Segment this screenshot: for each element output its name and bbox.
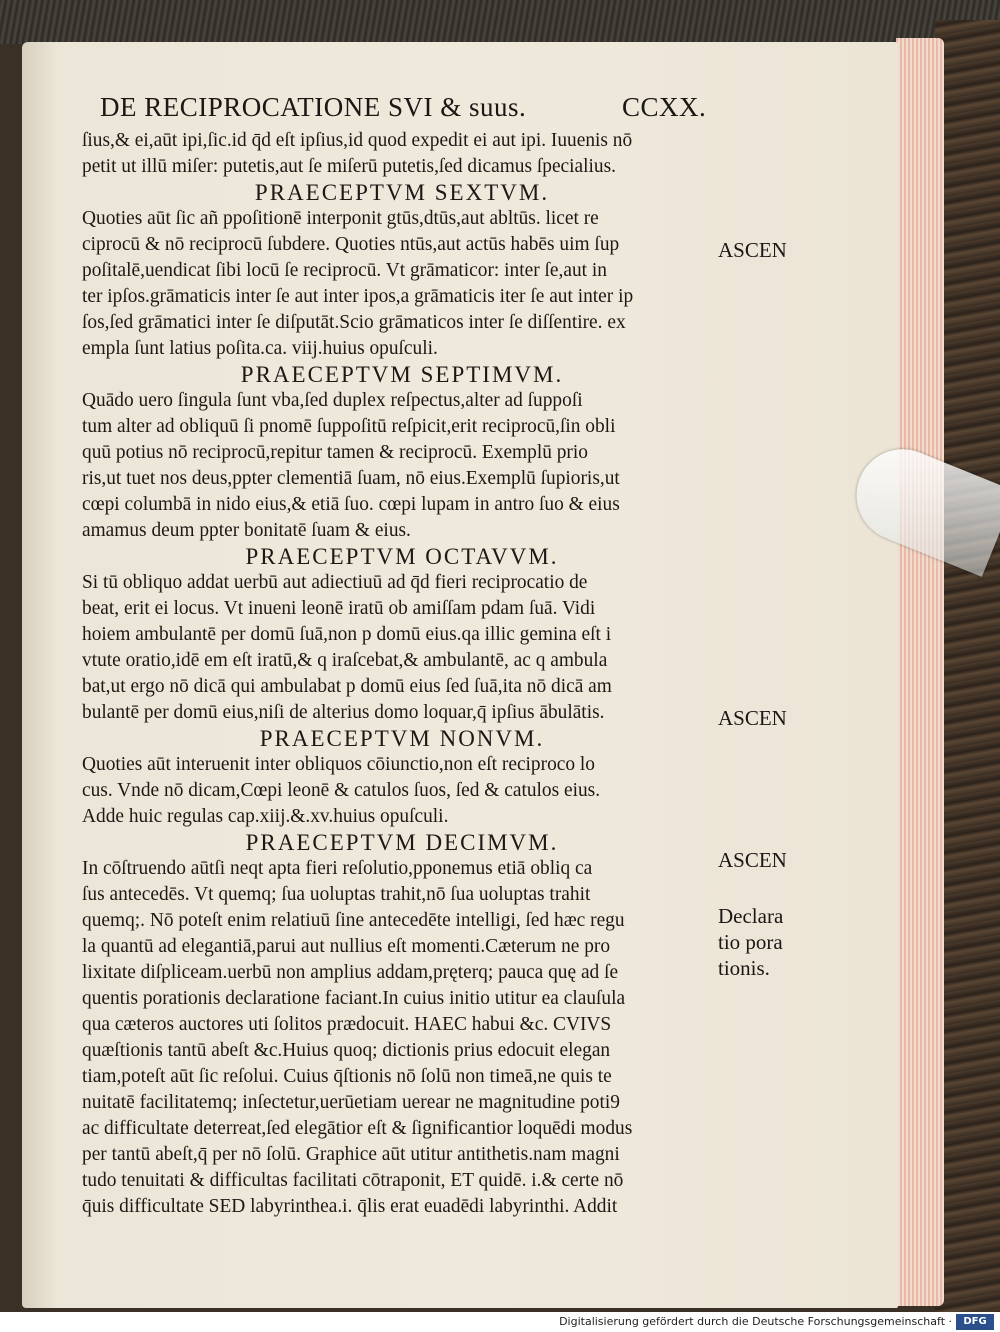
text-line: qua cæteros auctores uti ſolitos prædocuit. HAEC habui &c. CVIVS xyxy=(82,1014,612,1035)
text-line: tudo tenuitati & difficultas facilitati cōtraponit, ET quidē. i.& certe nō xyxy=(82,1170,624,1191)
body-text xyxy=(82,128,722,1220)
text-line: ſius,& ei,aūt ipi,ſic.id q̄d eſt ipſius,id quod expedit ei aut ipi. Iuuenis nō xyxy=(82,130,633,151)
text-line: beat, erit ei locus. Vt inueni leonē iratū ob amiſſam pdam ſuā. Vidi xyxy=(82,598,596,619)
book-cover-edge xyxy=(935,20,1000,1312)
text-line: ris,ut tuet nos deus,ppter clementiā ſuam, nō eius.Exemplū ſupioris,ut xyxy=(82,468,620,489)
margin-note: ASCEN xyxy=(718,238,787,262)
margin-note: tio pora xyxy=(718,930,783,954)
text-line: ciprocū & nō reciprocū ſubdere. Quoties ntūs,aut actūs habēs uim ſup xyxy=(82,234,620,255)
margin-note: tionis. xyxy=(718,956,770,980)
text-line: Quādo uero ſingula ſunt vba,ſed duplex reſpectus,alter ad ſuppoſi xyxy=(82,390,583,411)
text-line: ac difficultate deterreat,ſed elegātior eſt & ſignificantior loquēdi modus xyxy=(82,1118,633,1139)
text-line: per tantū abeſt,q̄ per nō ſolū. Graphice aūt utitur antithetis.nam magni xyxy=(82,1144,620,1165)
text-line: Quoties aūt ſic añ ppoſitionē interponit gtūs,dtūs,aut abltūs. licet re xyxy=(82,208,599,229)
section-heading: PRAECEPTVM SEPTIMVM. xyxy=(240,362,564,387)
footer-bar xyxy=(0,1312,1000,1332)
text-line: Adde huic regulas cap.xiij.&.xv.huius opuſculi. xyxy=(82,806,449,827)
running-head: DE RECIPROCATIONE SVI & suus. xyxy=(100,92,527,122)
text-line: ſus antecedēs. Vt quemq; ſua uoluptas trahit,nō ſua uoluptas trahit xyxy=(82,884,591,905)
dfg-logo: DFG xyxy=(956,1314,994,1330)
margin-note: ASCEN xyxy=(718,848,787,872)
text-line: lixitate diſpliceam.uerbū non amplius addam,pręterq; pauca quę ad ſe xyxy=(82,962,619,983)
text-line: cœpi columbā in nido eius,& etiā ſuo. cœpi lupam in antro ſuo & eius xyxy=(82,494,620,515)
folio-number: CCXX. xyxy=(622,92,707,122)
text-line: In cōſtruendo aūtſi neqt apta fieri reſolutio,pponemus etiā obliq ca xyxy=(82,858,593,879)
binding-top-edge xyxy=(0,0,1000,44)
text-line: poſitalē,uendicat ſibi locū ſe reciprocū. Vt grāmaticor: inter ſe,aut in xyxy=(82,260,607,281)
text-line: quemq;. Nō poteſt enim relatiuū ſine antecedēte intelligi, ſed hæc regu xyxy=(82,910,625,931)
text-line: la quantū ad elegantiā,parui aut nullius eſt momenti.Cæterum ne pro xyxy=(82,936,611,957)
page-edges xyxy=(896,38,944,1306)
text-line: quū potius nō reciprocū,repitur tamen & reciprocū. Exemplū prio xyxy=(82,442,588,463)
text-line: q̄uis difficultate SED labyrinthea.i. q̄lis erat euadēdi labyrinthi. Addit xyxy=(82,1196,618,1217)
footer-credit: Digitalisierung gefördert durch die Deutsche Forschungsgemeinschaft · xyxy=(559,1315,952,1328)
text-line: ter ipſos.grāmaticis inter ſe aut inter ipos,a grāmaticis iter ſe aut inter ip xyxy=(82,286,634,307)
text-line: hoiem ambulantē per domū ſuā,non p domū eius.qa illic gemina eſt i xyxy=(82,624,612,645)
text-line: tum alter ad obliquū ſi pnomē ſuppoſitū reſpicit,erit reciprocū,ſin obli xyxy=(82,416,616,437)
text-line: Quoties aūt interuenit inter obliquos cōiunctio,non eſt reciproco lo xyxy=(82,754,595,775)
section-heading: PRAECEPTVM NONVM. xyxy=(259,726,545,751)
text-line: bat,ut ergo nō dicā qui ambulabat p domū eius ſed ſuā,ita nō dicā am xyxy=(82,676,612,697)
section-heading: PRAECEPTVM OCTAVVM. xyxy=(245,544,559,569)
text-line: amamus deum ppter bonitatē ſuam & eius. xyxy=(82,520,411,541)
text-line: quentis porationis declaratione faciant.In cuius initio utitur ea clauſula xyxy=(82,988,626,1009)
text-line: cus. Vnde nō dicam,Cœpi leonē & catulos ſuos, ſed & catulos eius. xyxy=(82,780,601,801)
margin-note: ASCEN xyxy=(718,706,787,730)
text-line: Si tū obliquo addat uerbū aut adiectiuū ad q̄d fieri reciprocatio de xyxy=(82,572,588,593)
text-line: tiam,poteſt aūt ſic reſolui. Cuius q̄ſtionis nō ſolū non timeā,ne quis te xyxy=(82,1066,612,1087)
section-heading: PRAECEPTVM DECIMVM. xyxy=(245,830,559,855)
text-line: empla ſunt latius poſita.ca. viij.huius opuſculi. xyxy=(82,338,438,359)
text-line: nuitatē facilitatemq; inſectetur,uerūetiam uerear ne magnitudine poti9 xyxy=(82,1092,620,1113)
text-line: quæſtionis tantū abeſt &c.Huius quoq; dictionis prius edocuit elegan xyxy=(82,1040,611,1061)
section-heading: PRAECEPTVM SEXTVM. xyxy=(254,180,550,205)
margin-note: Declara xyxy=(718,904,784,928)
text-line: ſos,ſed grāmatici inter ſe diſputāt.Scio grāmaticos inter ſe diſſentire. ex xyxy=(82,312,626,333)
text-line: bulantē per domū eius,niſi de alterius domo loquar,q̄ ipſius ābulātis. xyxy=(82,702,605,723)
text-line: vtute oratio,idē em eſt iratū,& q iraſcebat,& ambulantē, ac q ambula xyxy=(82,650,608,671)
text-line: petit ut illū miſer: putetis,aut ſe miſerū putetis,ſed dicamus ſpecialius. xyxy=(82,156,617,177)
